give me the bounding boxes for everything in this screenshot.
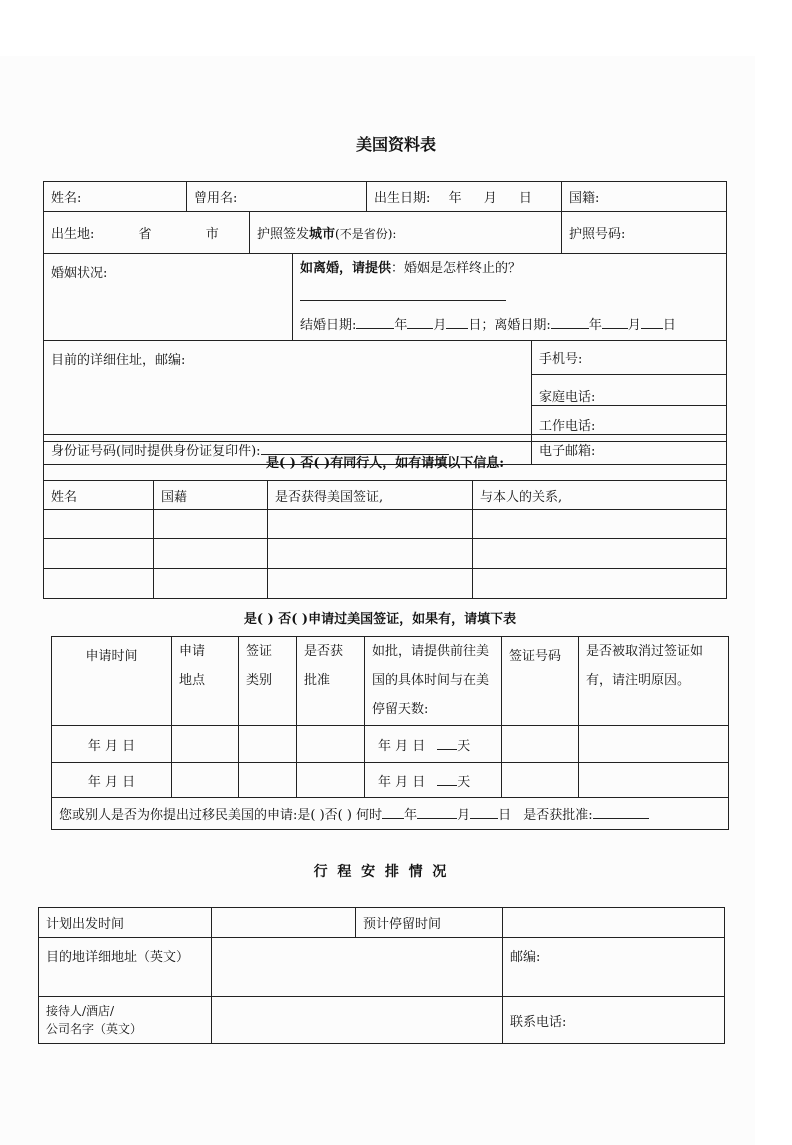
companion-relation-cell[interactable] xyxy=(473,569,727,599)
personal-info-table xyxy=(43,181,727,465)
companion-nationality-cell[interactable] xyxy=(154,539,268,569)
companion-row xyxy=(44,569,727,599)
passport-city-field[interactable]: 护照签发城市(不是省份): xyxy=(250,212,562,254)
marital-status-field[interactable]: 婚姻状况: xyxy=(44,254,293,341)
birthplace-field[interactable]: 出生地: 省 市 xyxy=(44,212,250,254)
companion-name-cell[interactable] xyxy=(44,510,154,539)
companion-visa-cell[interactable] xyxy=(268,510,473,539)
approved-cell[interactable] xyxy=(297,763,365,798)
companion-name-header: 姓名 xyxy=(44,481,154,510)
visa-type-cell[interactable] xyxy=(239,726,297,763)
stay-cell[interactable]: 年 月 日 天 xyxy=(365,763,502,798)
companion-nationality-cell[interactable] xyxy=(154,510,268,539)
visa-history-table xyxy=(51,636,729,830)
companion-visa-cell[interactable] xyxy=(268,569,473,599)
cancelled-header: 是否被取消过签证如有，请注明原因。 xyxy=(579,637,729,726)
companion-name-cell[interactable] xyxy=(44,539,154,569)
apply-time-header: 申请时间 xyxy=(52,637,172,726)
companion-relation-cell[interactable] xyxy=(473,539,727,569)
work-phone-field[interactable]: 工作电话: xyxy=(532,406,727,435)
companion-row xyxy=(44,510,727,539)
companion-relation-cell[interactable] xyxy=(473,510,727,539)
companion-nationality-cell[interactable] xyxy=(154,569,268,599)
companion-relation-header: 与本人的关系, xyxy=(473,481,727,510)
destination-address-cell[interactable] xyxy=(212,938,503,997)
visa-type-header: 签证类别 xyxy=(239,637,297,726)
itinerary-title: 行 程 安 排 情 况 xyxy=(313,864,447,880)
host-label: 接待人/酒店/ 公司名字（英文） xyxy=(39,997,212,1044)
companions-table xyxy=(43,441,727,599)
companions-header: 是( ) 否( )有同行人，如有请填以下信息: xyxy=(44,442,727,481)
visa-history-header: 是( ) 否( )申请过美国签证，如果有，请填下表 xyxy=(243,612,517,627)
trip-details-header: 如批，请提供前往美国的具体时间与在美停留天数: xyxy=(365,637,502,726)
stay-duration-cell[interactable] xyxy=(503,908,725,938)
depart-time-label: 计划出发时间 xyxy=(39,908,212,938)
surname-field[interactable]: 姓名: xyxy=(44,182,187,212)
mobile-field[interactable]: 手机号: xyxy=(532,341,727,375)
stay-cell[interactable]: 年 月 日 天 xyxy=(365,726,502,763)
visa-number-header: 签证号码 xyxy=(502,637,579,726)
divorce-info-field[interactable]: 如离婚，请提供：婚姻是怎样终止的？ 结婚日期: 年 月 日；离婚日期: 年 月 日 xyxy=(293,254,727,341)
address-field[interactable]: 目前的详细住址，邮编: xyxy=(44,341,532,435)
visa-type-cell[interactable] xyxy=(239,763,297,798)
visa-row xyxy=(52,726,729,763)
companion-visa-header: 是否获得美国签证, xyxy=(268,481,473,510)
immigration-application-field[interactable]: 您或别人是否为你提出过移民美国的申请:是( )否( ) 何时 年 月 日 是否获批准: xyxy=(52,798,729,830)
visa-row xyxy=(52,763,729,798)
companion-row xyxy=(44,539,727,569)
companion-name-cell[interactable] xyxy=(44,569,154,599)
stay-duration-label: 预计停留时间 xyxy=(356,908,503,938)
home-phone-field[interactable]: 家庭电话: xyxy=(532,375,727,406)
nationality-field[interactable]: 国籍: xyxy=(562,182,727,212)
email-field[interactable]: 电子邮箱: xyxy=(532,435,727,465)
itinerary-table xyxy=(38,907,725,1044)
approved-header: 是否获批准 xyxy=(297,637,365,726)
id-number-field[interactable]: 身份证号码(同时提供身份证复印件): xyxy=(44,435,532,465)
postcode-field[interactable]: 邮编: xyxy=(503,938,725,997)
cancelled-cell[interactable] xyxy=(579,763,729,798)
cancelled-cell[interactable] xyxy=(579,726,729,763)
depart-time-cell[interactable] xyxy=(212,908,356,938)
visa-number-cell[interactable] xyxy=(502,726,579,763)
apply-date-cell[interactable]: 年 月 日 xyxy=(52,726,172,763)
destination-address-label: 目的地详细地址（英文） xyxy=(39,938,212,997)
apply-place-header: 申请地点 xyxy=(172,637,239,726)
former-name-field[interactable]: 曾用名: xyxy=(187,182,367,212)
passport-number-field[interactable]: 护照号码: xyxy=(562,212,727,254)
apply-date-cell[interactable]: 年 月 日 xyxy=(52,763,172,798)
document-title: 美国资料表 xyxy=(355,135,436,154)
contact-phone-field[interactable]: 联系电话: xyxy=(503,997,725,1044)
apply-place-cell[interactable] xyxy=(172,726,239,763)
host-cell[interactable] xyxy=(212,997,503,1044)
apply-place-cell[interactable] xyxy=(172,763,239,798)
approved-cell[interactable] xyxy=(297,726,365,763)
companion-nationality-header: 国藉 xyxy=(154,481,268,510)
birth-date-field[interactable]: 出生日期: 年 月 日 xyxy=(367,182,562,212)
visa-number-cell[interactable] xyxy=(502,763,579,798)
companion-visa-cell[interactable] xyxy=(268,539,473,569)
